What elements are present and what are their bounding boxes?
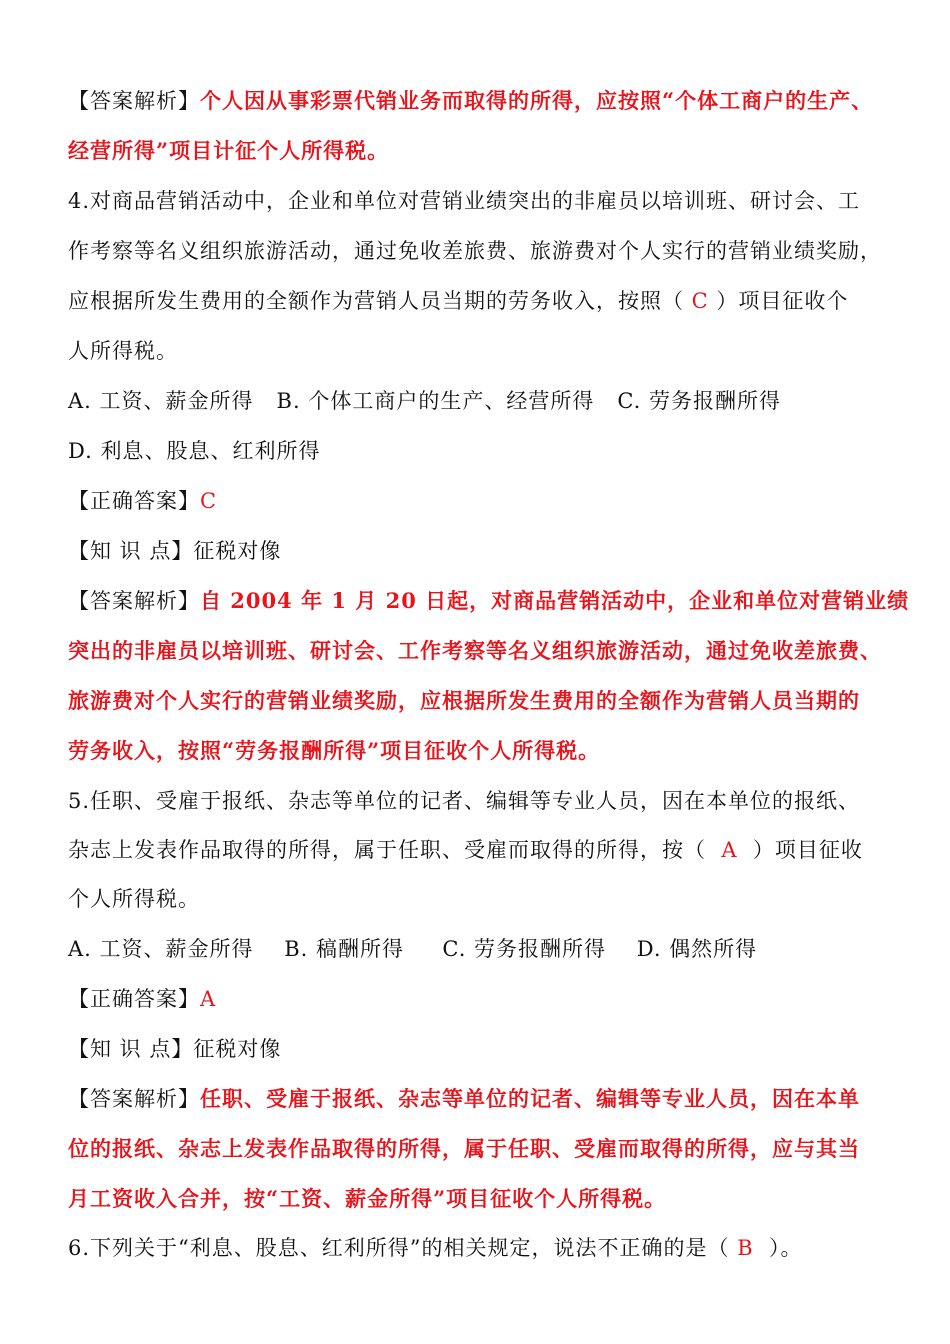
q4-question-line3 [68,286,848,316]
question-text: 杂志上发表作品取得的所得，属于任职、受雇而取得的所得，按（ [68,838,714,862]
correct-value: A [200,987,217,1011]
q4-analysis-line4: 劳务收入，按照“劳务报酬所得”项目征收个人所得税。 [68,738,601,763]
question-text: ）项目征收 [745,838,863,862]
analysis-text: 自 2004 年 1 月 20 日起，对商品营销活动中，企业和单位对营销业绩 [200,588,910,613]
kp-label: 【知 识 点】 [68,1037,194,1061]
q5-question-line2 [68,835,863,865]
question-text: 应根据所发生费用的全额作为营销人员当期的劳务收入，按照（ [68,289,684,313]
q6-question-line1 [68,1233,802,1263]
q5-question-line3: 个人所得税。 [68,887,200,911]
q3-analysis-line1 [68,86,873,116]
question-text: 6.下列关于“利息、股息、红利所得”的相关规定，说法不正确的是（ [68,1236,738,1260]
analysis-label: 【答案解析】 [68,89,200,113]
analysis-label: 【答案解析】 [68,589,200,613]
q5-analysis-line3: 月工资收入合并，按“工资、薪金所得”项目征收个人所得税。 [68,1186,667,1211]
question-text: ）项目征收个 [716,289,849,313]
q4-options-line2: D. 利息、股息、红利所得 [68,439,321,463]
analysis-text: 任职、受雇于报纸、杂志等单位的记者、编辑等专业人员，因在本单 [200,1086,860,1111]
correct-label: 【正确答案】 [68,489,200,513]
correct-value: C [200,489,218,513]
q4-analysis-line1 [68,586,909,616]
q4-analysis-line3: 旅游费对个人实行的营销业绩奖励，应根据所发生费用的全额作为营销人员当期的 [68,688,860,713]
q4-analysis-line2: 突出的非雇员以培训班、研讨会、工作考察等名义组织旅游活动，通过免收差旅费、 [68,638,882,663]
kp-value: 征税对像 [193,1037,282,1061]
q5-analysis-line1 [68,1084,860,1114]
q5-question-line1: 5.任职、受雇于报纸、杂志等单位的记者、编辑等专业人员，因在本单位的报纸、 [68,789,861,813]
q5-analysis-line2: 位的报纸、杂志上发表作品取得的所得，属于任职、受雇而取得的所得，应与其当 [68,1136,860,1161]
q5-knowledge-point [68,1034,281,1064]
kp-label: 【知 识 点】 [68,539,194,563]
kp-value: 征税对像 [193,539,282,563]
q4-question-line2: 作考察等名义组织旅游活动，通过免收差旅费、旅游费对个人实行的营销业绩奖励， [68,239,882,263]
analysis-label: 【答案解析】 [68,1087,200,1111]
correct-label: 【正确答案】 [68,987,200,1011]
q4-options-line1: A. 工资、薪金所得 B. 个体工商户的生产、经营所得 C. 劳务报酬所得 [68,389,782,413]
q4-question-line1: 4.对商品营销活动中，企业和单位对营销业绩突出的非雇员以培训班、研讨会、工 [68,189,861,213]
analysis-text: 个人因从事彩票代销业务而取得的所得，应按照“个体工商户的生产、 [200,88,874,113]
q3-analysis-line2: 经营所得”项目计征个人所得税。 [68,138,390,163]
q5-correct-answer [68,984,216,1014]
inline-answer: A [713,838,746,862]
q5-options-line1: A. 工资、薪金所得 B. 稿酬所得 C. 劳务报酬所得 D. 偶然所得 [68,937,758,961]
q4-knowledge-point [68,536,281,566]
q4-correct-answer [68,486,217,516]
q4-question-line4: 人所得税。 [68,339,178,363]
question-text: ）。 [753,1236,803,1260]
inline-answer: B [737,1236,754,1260]
inline-answer: C [684,289,717,313]
